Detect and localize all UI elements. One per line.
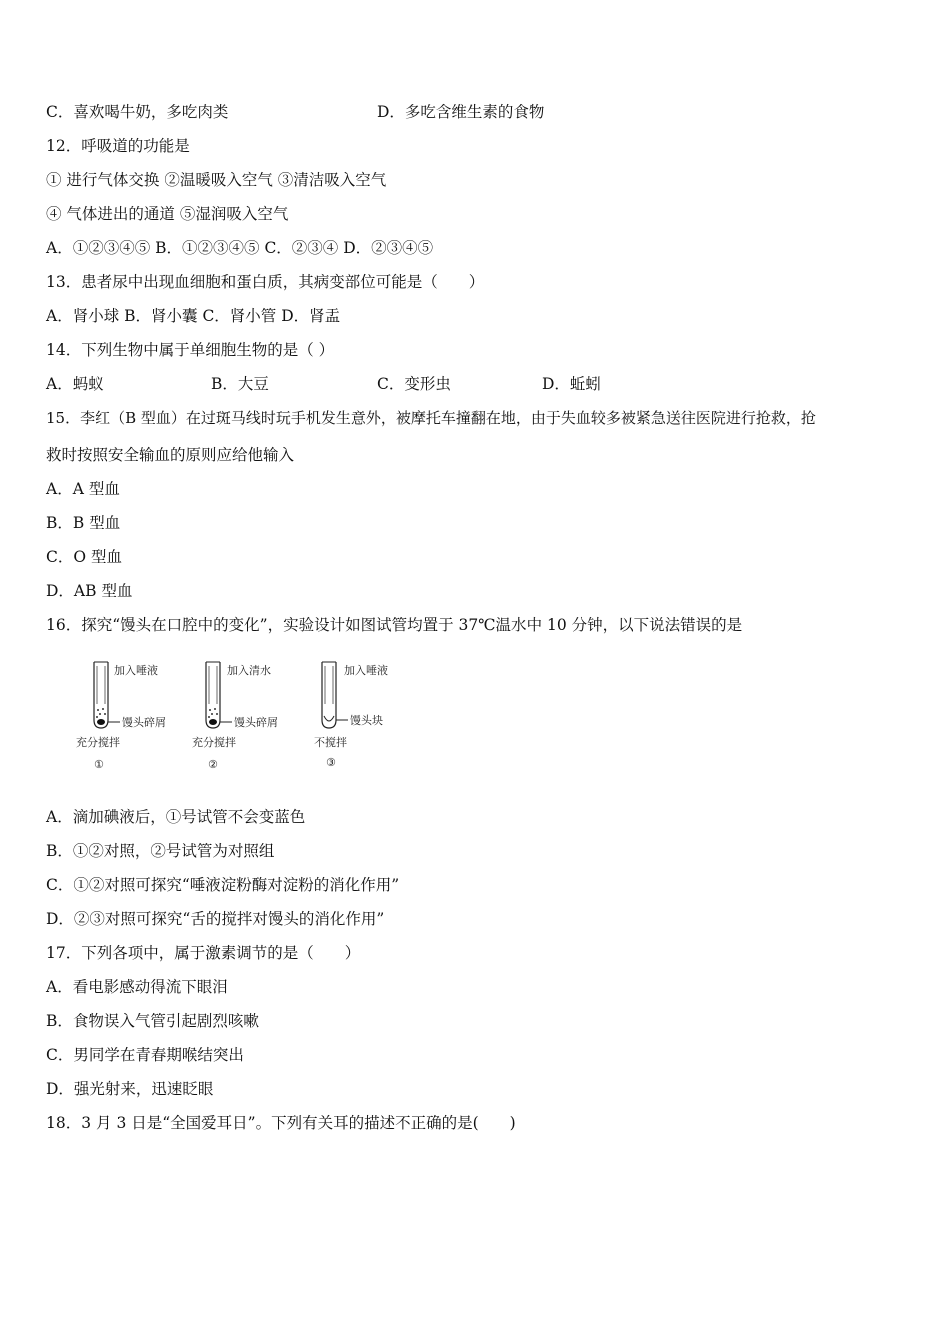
tube-2-top-label: 加入清水 — [227, 664, 271, 677]
q14-stem: 14．下列生物中属于单细胞生物的是（ ） — [46, 341, 335, 359]
test-tube-1 — [76, 662, 166, 771]
q17-option-b: B．食物误入气管引起剧烈咳嗽 — [46, 1012, 259, 1030]
q17-option-c: C．男同学在青春期喉结突出 — [46, 1046, 244, 1064]
q14-option-a: A．蚂蚁 — [46, 375, 104, 393]
q15-stem-line-2: 救时按照安全输血的原则应给他输入 — [46, 446, 295, 464]
tube-3-bottom-label: 不搅拌 — [314, 736, 347, 749]
q16-stem: 16．探究“馒头在口腔中的变化”，实验设计如图试管均置于 37℃温水中 10 分钟，以下说法错误的是 — [46, 616, 743, 634]
tube-1-side-label: 馒头碎屑 — [122, 716, 166, 729]
q15-stem-line-1: 15．李红（B 型血）在过斑马线时玩手机发生意外，被摩托车撞翻在地，由于失血较多被紧急送往医院进行抢救，抢 — [46, 409, 816, 427]
q16-option-d: D．②③对照可探究“舌的搅拌对馒头的消化作用” — [46, 910, 385, 928]
q12-items-line-2: ④ 气体进出的通道 ⑤湿润吸入空气 — [46, 205, 289, 223]
q11-option-c: C．喜欢喝牛奶，多吃肉类 — [46, 103, 229, 121]
q12-options: A．①②③④⑤ B．①②③④⑤ C．②③④ D．②③④⑤ — [46, 239, 434, 257]
q12-stem: 12．呼吸道的功能是 — [46, 137, 190, 155]
q17-option-a: A．看电影感动得流下眼泪 — [46, 978, 228, 996]
q15-option-b: B．B 型血 — [46, 514, 121, 532]
tube-1-number: ① — [94, 758, 104, 771]
q14-option-c: C．变形虫 — [377, 375, 451, 393]
tube-1-top-label: 加入唾液 — [114, 664, 158, 677]
tube-2-number: ② — [208, 758, 218, 771]
q11-option-d: D．多吃含维生素的食物 — [377, 103, 545, 121]
q15-option-d: D．AB 型血 — [46, 582, 133, 600]
test-tube-figure — [72, 654, 412, 776]
q13-options: A．肾小球 B．肾小囊 C．肾小管 D．肾盂 — [46, 307, 341, 325]
q16-option-a: A．滴加碘液后，①号试管不会变蓝色 — [46, 808, 306, 826]
q12-items-line-1: ① 进行气体交换 ②温暖吸入空气 ③清洁吸入空气 — [46, 171, 387, 189]
tube-1-bottom-label: 充分搅拌 — [76, 736, 120, 749]
q15-option-c: C．O 型血 — [46, 548, 122, 566]
q14-option-b: B．大豆 — [211, 375, 269, 393]
test-tube-2 — [192, 662, 278, 771]
q16-option-c: C．①②对照可探究“唾液淀粉酶对淀粉的消化作用” — [46, 876, 400, 894]
q14-option-d: D．蚯蚓 — [542, 375, 601, 393]
test-tube-3 — [314, 662, 388, 769]
tube-3-side-label: 馒头块 — [350, 714, 383, 727]
q17-stem: 17．下列各项中，属于激素调节的是（ ） — [46, 944, 361, 962]
tube-3-top-label: 加入唾液 — [344, 664, 388, 677]
q16-option-b: B．①②对照，②号试管为对照组 — [46, 842, 275, 860]
tube-3-number: ③ — [326, 756, 336, 769]
tube-2-side-label: 馒头碎屑 — [234, 716, 278, 729]
tube-2-bottom-label: 充分搅拌 — [192, 736, 236, 749]
q15-option-a: A．A 型血 — [46, 480, 120, 498]
q17-option-d: D．强光射来，迅速眨眼 — [46, 1080, 214, 1098]
q13-stem: 13．患者尿中出现血细胞和蛋白质，其病变部位可能是（ ） — [46, 273, 485, 291]
q18-stem: 18．3 月 3 日是“全国爱耳日”。下列有关耳的描述不正确的是( ) — [46, 1114, 516, 1132]
